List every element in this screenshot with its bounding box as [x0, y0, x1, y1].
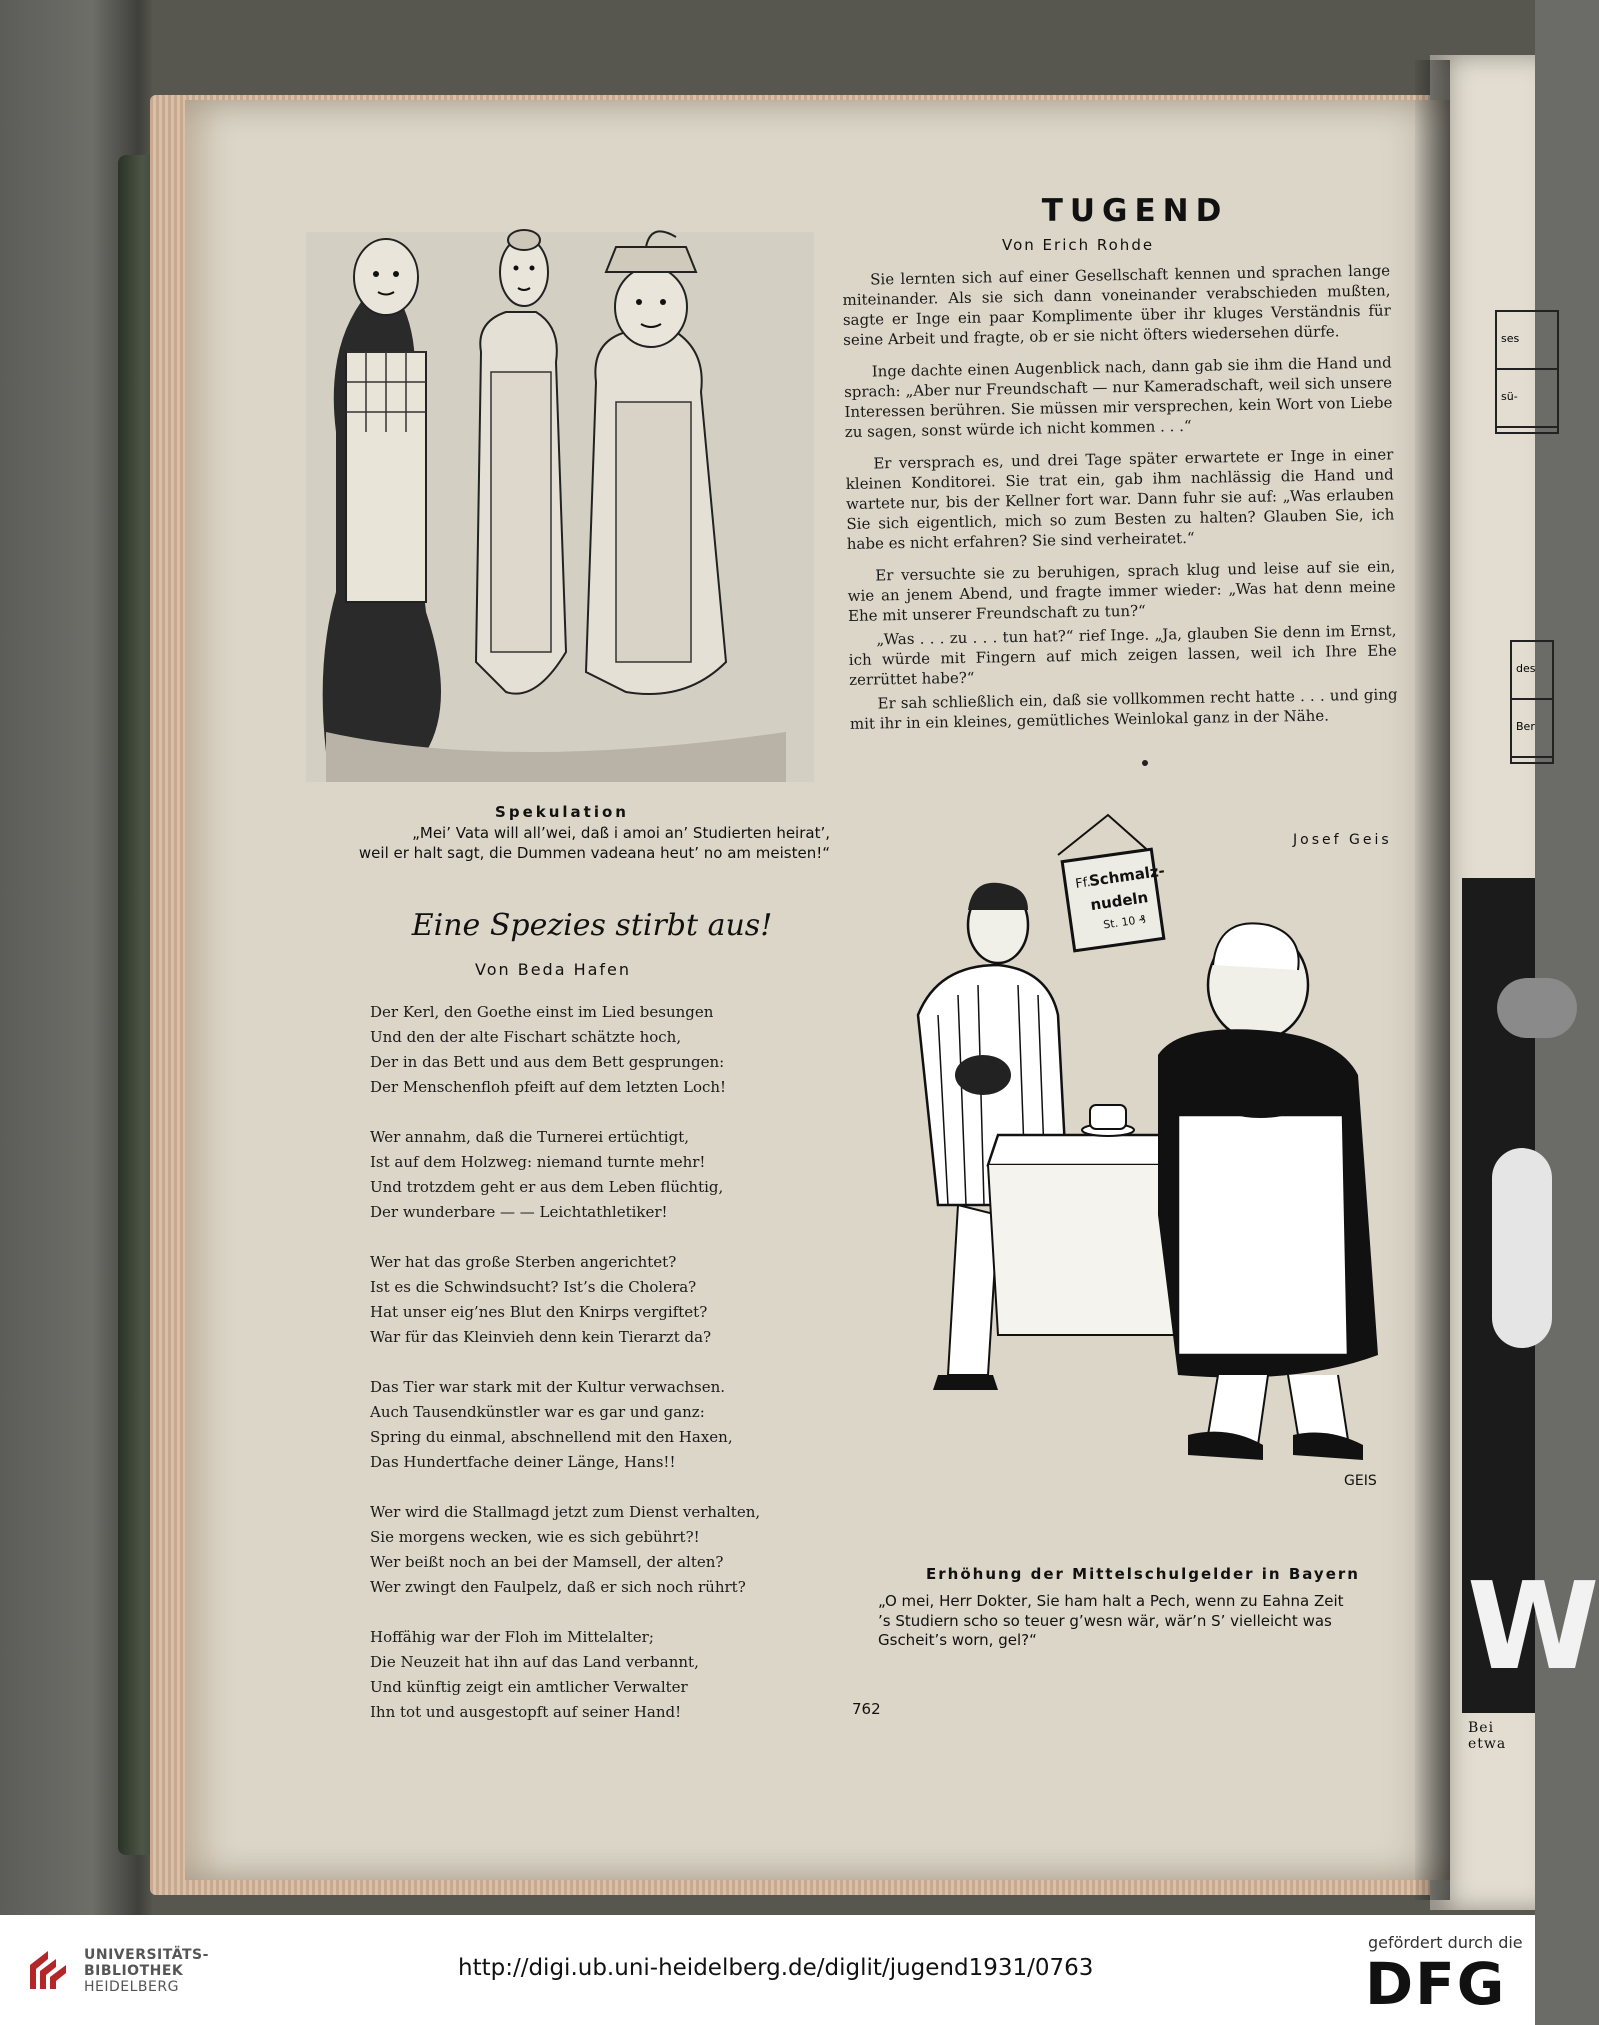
right-page-table-a-row: sü-	[1497, 370, 1557, 428]
poem-line: Das Hundertfache deiner Länge, Hans!!	[370, 1453, 676, 1471]
poem-line: Der Kerl, den Goethe einst im Lied besungen	[370, 1003, 714, 1021]
spekulation-illustration	[306, 232, 814, 782]
poem-line: Wer annahm, daß die Turnerei ertüchtigt,	[370, 1128, 690, 1146]
article-paragraph: Er versuchte sie zu beruhigen, sprach klug und leise auf sie ein, wie an jenem Abend, und fragte immer wieder: „Was hat denn meine Ehe mit unserer Freundschaft zu tun?“	[847, 557, 1396, 625]
poem-line: Das Tier war stark mit der Kultur verwachsen.	[370, 1378, 726, 1396]
right-page-big-letter: W	[1467, 1558, 1599, 1697]
spekulation-caption	[330, 824, 830, 863]
article-paragraph: „Was . . . zu . . . tun hat?“ rief Inge. „Ja, glauben Sie denn im Ernst, ich würde mit Fingern auf mich zeigen lassen, weil ich Ihre Ehe zerrüttet habe?“	[848, 621, 1397, 689]
cartoon-credit: Josef Geis	[1293, 832, 1392, 848]
page-fold-shadow	[1415, 60, 1450, 1900]
article-byline: Von Erich Rohde	[1002, 236, 1155, 254]
library-name[interactable]	[84, 1947, 209, 1995]
poem-stanza	[370, 1500, 770, 1600]
poem-stanza	[370, 1375, 770, 1475]
spekulation-caption-title: Spekulation	[495, 803, 629, 821]
dfg-logo[interactable]: DFG	[1365, 1950, 1507, 2018]
sign-text: St. 10 ₰	[1102, 912, 1147, 932]
poem-line: Die Neuzeit hat ihn auf das Land verbannt,	[370, 1653, 699, 1671]
right-page-table-b-row: Ber	[1512, 700, 1552, 758]
poem-line: Sie morgens wecken, wie es sich gebührt?!	[370, 1528, 700, 1546]
poem-body	[370, 1000, 770, 1750]
poem-line: Und trotzdem geht er aus dem Leben flüchtig,	[370, 1178, 724, 1196]
poem-line: Der in das Bett und aus dem Bett gesprungen:	[370, 1053, 725, 1071]
poem-line: Und den der alte Fischart schätzte hoch,	[370, 1028, 682, 1046]
poem-byline: Von Beda Hafen	[475, 960, 632, 979]
spekulation-caption-line: „Mei’ Vata will all’wei, daß i amoi an’ Studierten heirat’,	[412, 824, 830, 842]
viewer-footer	[0, 1915, 1535, 2025]
photo-highlight	[1492, 1148, 1552, 1348]
mittelschulgelder-caption-line: „O mei, Herr Dokter, Sie ham halt a Pech, wenn zu Eahna Zeit	[878, 1592, 1344, 1610]
poem-line: Wer beißt noch an bei der Mamsell, der alten?	[370, 1553, 724, 1571]
sign-text: Schmalz-	[1087, 861, 1166, 891]
poem-line: Der wunderbare — — Leichtathletiker!	[370, 1203, 668, 1221]
spekulation-caption-line: weil er halt sagt, die Dummen vadeana heut’ no am meisten!“	[358, 843, 830, 862]
article-paragraph: Er sah schließlich ein, daß sie vollkommen recht hatte . . . und ging mit ihr in ein kleines, gemütliches Weinlokal ganz in der Nähe.	[849, 685, 1398, 733]
article-paragraph: Sie lernten sich auf einer Gesellschaft kennen und sprachen lange miteinander. Als sie sich dann voneinander verabschieden mußten, sagte er Inge ein paar Komplimente über ihr kluges Verständnis für seine Arbeit und fragte, ob er sie nicht öfters wiedersehen dürfe.	[842, 261, 1391, 349]
article-body	[842, 260, 1398, 745]
sign-text: Ff.	[1074, 875, 1092, 892]
poem-stanza	[370, 1250, 770, 1350]
poem-line: Ist auf dem Holzweg: niemand turnte mehr!	[370, 1153, 706, 1171]
library-name-line: BIBLIOTHEK	[84, 1963, 184, 1979]
mittelschulgelder-illustration	[878, 815, 1398, 1495]
poem-stanza	[370, 1125, 770, 1225]
mittelschulgelder-caption-line: Gscheit’s worn, gel?“	[878, 1631, 1037, 1649]
right-page-table-a-row: ses	[1497, 312, 1557, 370]
poem-line: Wer zwingt den Faulpelz, daß er sich noch rührt?	[370, 1578, 746, 1596]
poem-line: Ist es die Schwindsucht? Ist’s die Cholera?	[370, 1278, 697, 1296]
poem-line: Und künftig zeigt ein amtlicher Verwalter	[370, 1678, 688, 1696]
article-title: TUGEND	[1041, 193, 1229, 229]
right-page-table-a	[1495, 310, 1559, 434]
poem-line: Wer wird die Stallmagd jetzt zum Dienst verhalten,	[370, 1503, 761, 1521]
poem-line: Der Menschenfloh pfeift auf dem letzten Loch!	[370, 1078, 727, 1096]
poem-line: War für das Kleinvieh denn kein Tierarzt da?	[370, 1328, 712, 1346]
sign-text: nudeln	[1089, 888, 1150, 915]
photo-highlight	[1497, 978, 1577, 1038]
poem-title: Eine Spezies stirbt aus!	[411, 908, 773, 943]
poem-stanza	[370, 1625, 770, 1725]
poem-stanza	[370, 1000, 770, 1100]
mittelschulgelder-caption-line: ’s Studiern scho so teuer g’wesn wär, wär’n S’ vielleicht was	[878, 1611, 1332, 1630]
article-paragraph: Er versprach es, und drei Tage später erwartete er Inge in einer kleinen Konditorei. Sie trat ein, gab ihm nachlässig die Hand und wartete nur, bis der Kellner fort war. Dann fuhr sie auf: „Was erlauben Sie sich eigentlich, mich so zum Besten zu halten? Glauben Sie, ich habe es nicht erfahren? Sie sind verheiratet.“	[845, 445, 1395, 553]
right-page-table-b	[1510, 640, 1554, 764]
separator-dot	[1142, 760, 1148, 766]
right-page-table-b-row: des	[1512, 642, 1552, 700]
funding-label: gefördert durch die	[1368, 1933, 1523, 1952]
page-number: 762	[852, 1700, 881, 1718]
right-page-caption: Bei etwa	[1468, 1720, 1507, 1752]
library-name-line: UNIVERSITÄTS-	[84, 1947, 209, 1963]
poem-line: Ihn tot und ausgestopft auf seiner Hand!	[370, 1703, 682, 1721]
cartoon-signature: GEIS	[1344, 1473, 1377, 1489]
right-page-photo	[1462, 878, 1599, 1713]
mittelschulgelder-caption	[878, 1592, 1408, 1651]
poem-line: Wer hat das große Sterben angerichtet?	[370, 1253, 677, 1271]
library-logo-icon[interactable]	[22, 1945, 74, 1997]
mittelschulgelder-caption-title: Erhöhung der Mittelschulgelder in Bayern	[926, 1565, 1360, 1583]
library-name-line: HEIDELBERG	[84, 1979, 179, 1995]
document-url-link[interactable]: http://digi.ub.uni-heidelberg.de/diglit/jugend1931/0763	[458, 1955, 1094, 1981]
poem-line: Spring du einmal, abschnellend mit den Haxen,	[370, 1428, 733, 1446]
poem-line: Hoffähig war der Floh im Mittelalter;	[370, 1628, 654, 1646]
poem-line: Hat unser eig’nes Blut den Knirps vergiftet?	[370, 1303, 708, 1321]
poem-line: Auch Tausendkünstler war es gar und ganz:	[370, 1403, 705, 1421]
article-paragraph: Inge dachte einen Augenblick nach, dann gab sie ihm die Hand und sprach: „Aber nur Freundschaft — nur Kameradschaft, weil sich unsere Interessen berühren. Sie müssen mir versprechen, kein Wort von Liebe zu sagen, sonst würde ich nicht kommen . . .“	[843, 353, 1393, 441]
